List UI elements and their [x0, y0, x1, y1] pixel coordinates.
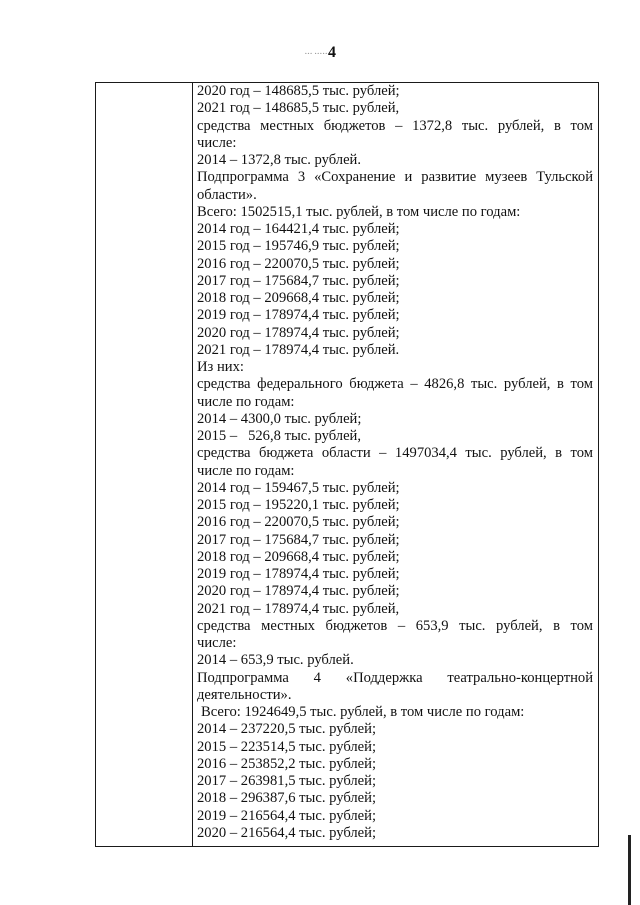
scan-edge-mark — [628, 835, 631, 905]
text-line: Подпрограмма 3 «Сохранение и развитие музеев Тульской — [197, 169, 593, 186]
text-line: 2019 год – 178974,4 тыс. рублей; — [197, 307, 400, 324]
text-line: 2019 – 216564,4 тыс. рублей; — [197, 807, 377, 824]
text-line: 2016 год – 220070,5 тыс. рублей; — [197, 514, 400, 531]
text-line: 2014 год – 164421,4 тыс. рублей; — [197, 221, 400, 237]
text-line: 2014 год – 159467,5 тыс. рублей; — [197, 479, 400, 496]
page-number — [0, 44, 640, 62]
text-line: деятельности». — [197, 686, 292, 703]
text-line: числе по годам: — [197, 462, 295, 479]
text-line: 2014 – 1372,8 тыс. рублей. — [197, 152, 362, 168]
document-table — [95, 82, 599, 847]
text-line: 2017 год – 175684,7 тыс. рублей; — [197, 272, 400, 289]
text-line: 2014 – 653,9 тыс. рублей. — [197, 652, 354, 669]
text-line: числе: — [197, 134, 237, 151]
text-line: области». — [197, 186, 257, 203]
text-line: 2015 – 223514,5 тыс. рублей; — [197, 738, 377, 755]
text-line: средства федерального бюджета – 4826,8 тыс. рублей, в том — [197, 376, 593, 393]
text-line: числе: — [197, 635, 237, 651]
table-left-column — [96, 83, 193, 846]
text-line: Из них: — [197, 359, 244, 375]
text-line: Всего: 1924649,5 тыс. рублей, в том числе по годам: — [201, 704, 525, 720]
table-right-column — [193, 83, 598, 842]
text-line: 2021 год – 178974,4 тыс. рублей, — [197, 600, 400, 617]
text-line: 2019 год – 178974,4 тыс. рублей; — [197, 566, 400, 582]
text-line: 2018 год – 209668,4 тыс. рублей; — [197, 290, 400, 306]
page-number-value: 4 — [328, 44, 337, 61]
text-line: средства местных бюджетов – 653,9 тыс. рублей, в том — [197, 617, 593, 634]
text-line: 2015 – 526,8 тыс. рублей, — [197, 428, 362, 444]
text-line: 2014 – 4300,0 тыс. рублей; — [197, 410, 362, 427]
text-line: 2018 год – 209668,4 тыс. рублей; — [197, 548, 400, 565]
text-line: 2017 – 263981,5 тыс. рублей; — [197, 773, 377, 789]
text-line: средства бюджета области – 1497034,4 тыс. рублей, в том — [197, 445, 593, 462]
text-line: 2020 год – 178974,4 тыс. рублей; — [197, 324, 400, 341]
text-line: числе по годам: — [197, 393, 295, 410]
text-line: 2014 – 237220,5 тыс. рублей; — [197, 721, 377, 738]
text-line: 2020 – 216564,4 тыс. рублей; — [197, 824, 377, 841]
page-number-smudge: ··· ····· — [303, 48, 328, 60]
text-line: 2021 год – 178974,4 тыс. рублей. — [197, 341, 400, 358]
text-line: 2018 – 296387,6 тыс. рублей; — [197, 790, 377, 807]
text-line: 2017 год – 175684,7 тыс. рублей; — [197, 531, 400, 548]
text-line: 2015 год – 195746,9 тыс. рублей; — [197, 238, 400, 255]
text-line: 2020 год – 178974,4 тыс. рублей; — [197, 583, 400, 600]
text-line: 2020 год – 148685,5 тыс. рублей; — [197, 83, 400, 99]
text-line: Подпрограмма 4 «Поддержка театрально-концертной — [197, 669, 593, 686]
text-line: 2016 – 253852,2 тыс. рублей; — [197, 755, 377, 772]
text-line: 2016 год – 220070,5 тыс. рублей; — [197, 255, 400, 272]
text-line: 2015 год – 195220,1 тыс. рублей; — [197, 497, 400, 513]
text-line: Всего: 1502515,1 тыс. рублей, в том числе по годам: — [197, 203, 521, 220]
text-line: 2021 год – 148685,5 тыс. рублей, — [197, 100, 400, 117]
text-line: средства местных бюджетов – 1372,8 тыс. рублей, в том — [197, 117, 593, 134]
